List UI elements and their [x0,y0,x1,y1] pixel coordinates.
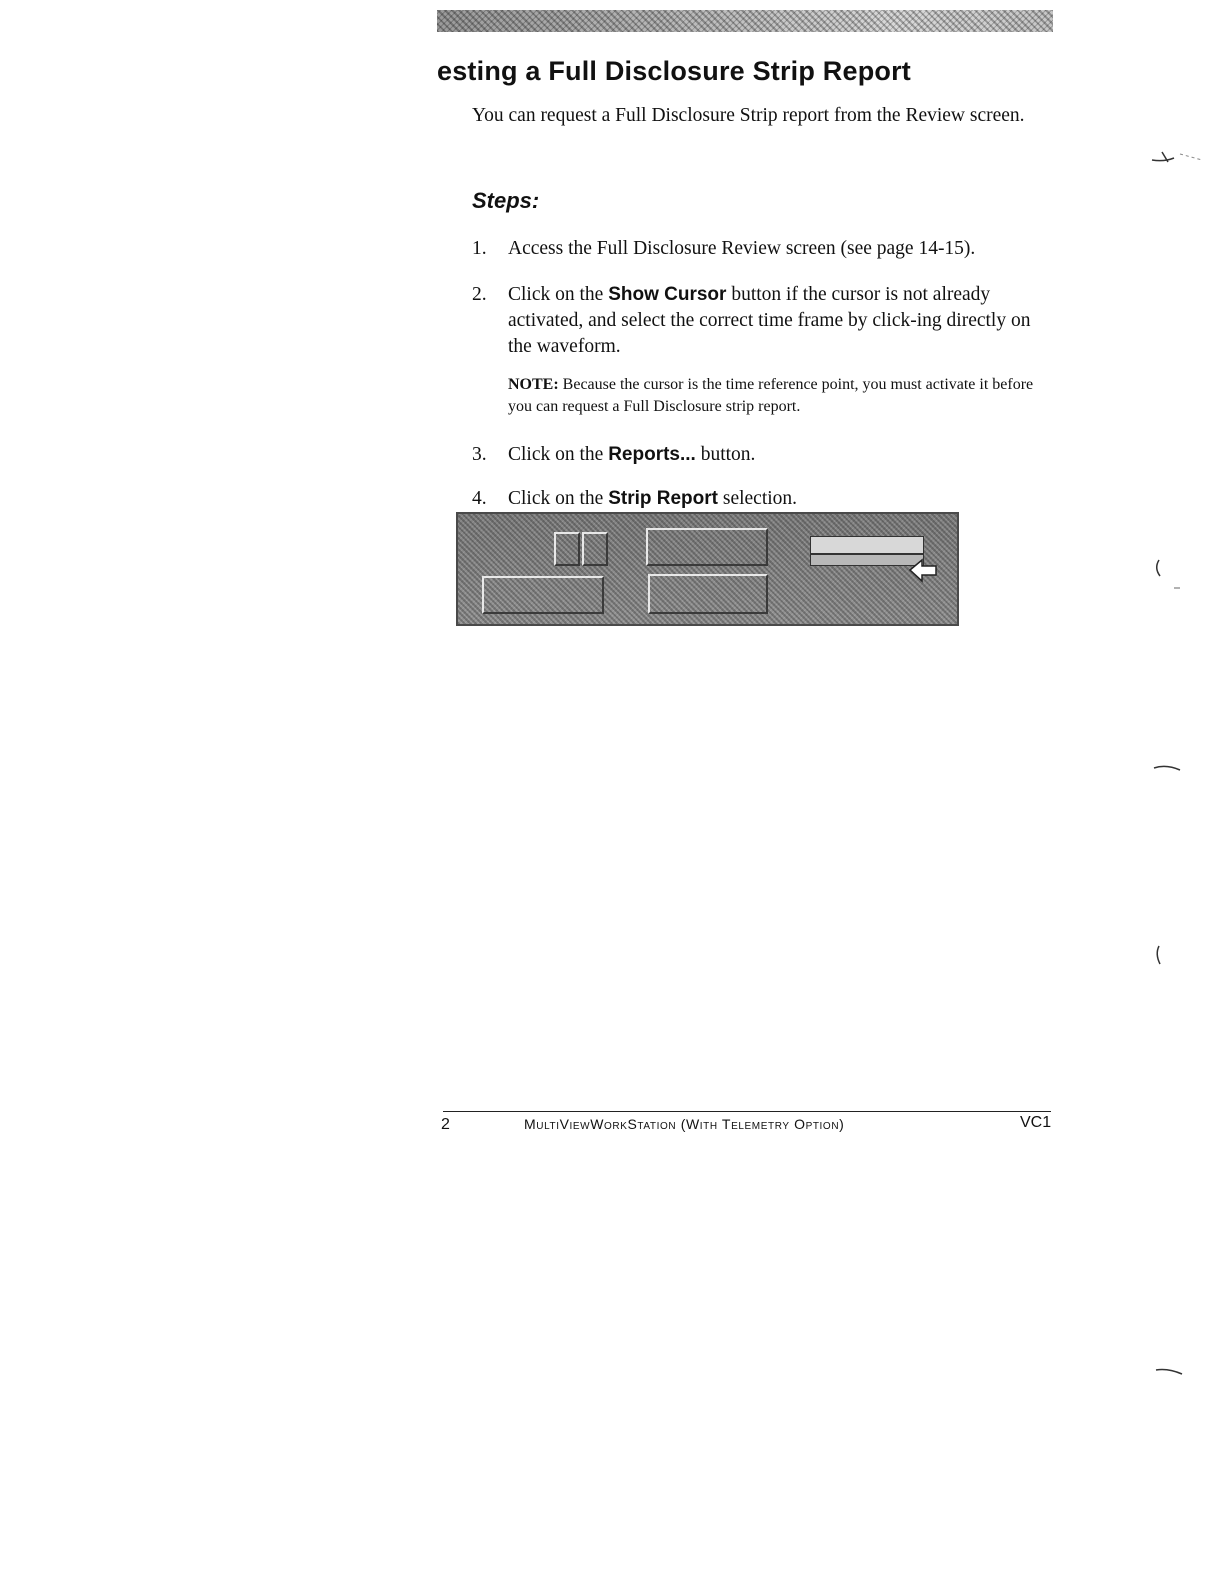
note-text: Because the cursor is the time reference point, you must activate it before you can request a Full Disclosure strip report. [508,376,1034,415]
step-text [508,486,1053,512]
margin-dash-icon [1150,760,1186,776]
step-text-part: Access the Full Disclosure Review screen (see page 14-15). [508,238,976,259]
step-text-part: Click on the [508,284,609,305]
step-text-part: selection. [717,488,798,509]
margin-bracket-icon [1150,944,1170,970]
show-cursor-keyword: Show Cursor [608,284,727,305]
footer-page-number: 2 [441,1116,450,1133]
note [508,374,1048,418]
margin-scribble-icon [1150,140,1206,170]
capture-button [554,532,580,566]
step-text-part: Click on the [508,488,609,509]
step-number: 1. [472,238,487,259]
step-number: 2. [472,284,487,305]
margin-bracket-icon [1150,558,1184,594]
menu-item [810,554,924,566]
reports-menu-screenshot [456,512,959,626]
capture-button [648,574,768,614]
step-text [508,442,1053,468]
header-band [437,10,1053,32]
step-text-part: Click on the [508,444,609,465]
intro-paragraph: You can request a Full Disclosure Strip report from the Review screen. [472,105,1025,126]
step-number: 4. [472,488,487,509]
capture-button [646,528,768,566]
steps-heading: Steps: [472,188,540,213]
step-text-part: button if the cursor is not already activated, and select the correct time frame by click-ing directly on the waveform. [508,284,1031,357]
strip-report-menu-item [810,536,924,554]
step-number: 3. [472,444,487,465]
footer-product-name: MultiViewWorkStation (With Telemetry Option) [524,1116,845,1132]
footer-rule [443,1111,1051,1112]
step-text [508,282,1053,360]
reports-keyword: Reports... [608,444,696,465]
step-text-part: button. [695,444,756,465]
step-text [508,236,1053,262]
arrow-cursor-icon [908,558,938,584]
footer-code: VC1 [1020,1114,1052,1131]
strip-report-keyword: Strip Report [608,488,718,509]
note-label: NOTE: [508,376,559,393]
margin-dash-icon [1150,1364,1186,1378]
capture-button [482,576,604,614]
capture-button [582,532,608,566]
page-title: esting a Full Disclosure Strip Report [437,56,911,86]
